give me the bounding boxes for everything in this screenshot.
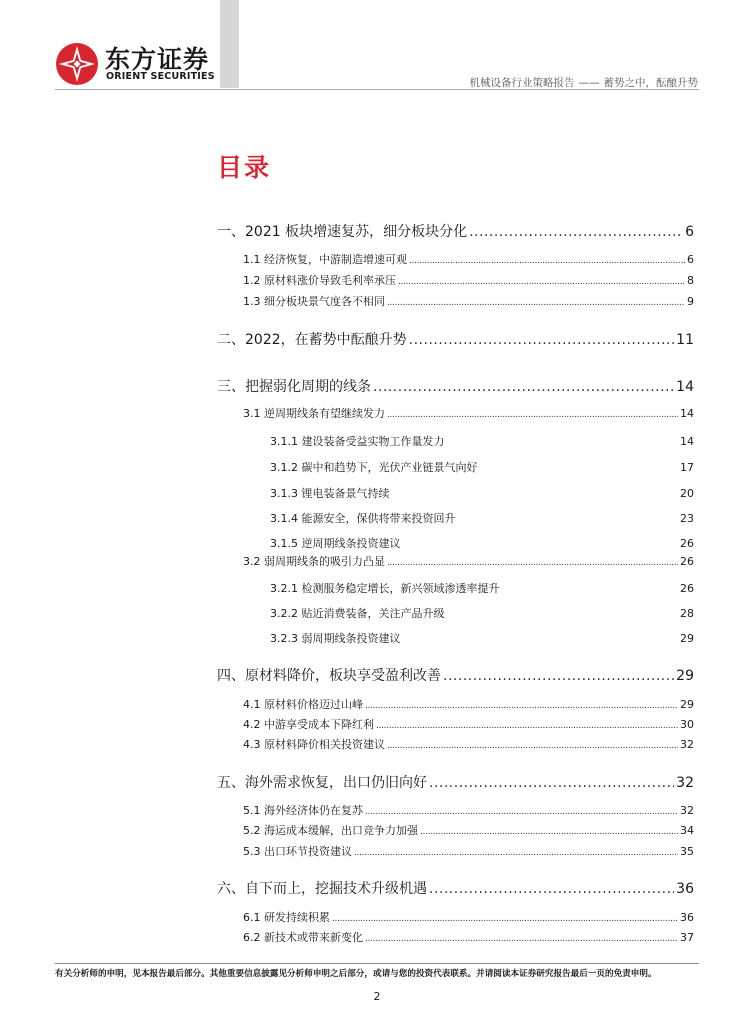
toc-entry[interactable] bbox=[243, 272, 694, 288]
toc-entry-label: 六、自下而上，挖掘技术升级机遇 bbox=[217, 881, 427, 897]
toc-entry-label: 3.1 逆周期线条有望继续发力 bbox=[243, 407, 385, 420]
toc-dot-leader bbox=[387, 558, 678, 568]
header-divider bbox=[55, 89, 699, 90]
toc-entry-label: 四、原材料降价，板块享受盈利改善 bbox=[217, 668, 441, 684]
toc-dot-leader bbox=[443, 668, 674, 684]
toc-title: 目录 bbox=[217, 153, 272, 182]
toc-entry[interactable] bbox=[270, 433, 694, 449]
toc-entry-page: 26 bbox=[680, 555, 694, 568]
toc-entry-label: 1.2 原材料涨价导致毛利率承压 bbox=[243, 274, 396, 287]
toc-entry-label: 一、2021 板块增速复苏，细分板块分化 bbox=[217, 224, 468, 240]
header-separator: —— bbox=[578, 77, 600, 89]
toc-entry-label: 二、2022，在蓄势中酝酿升势 bbox=[217, 332, 407, 348]
toc-dot-leader bbox=[365, 701, 678, 711]
toc-dot-leader bbox=[429, 775, 674, 791]
toc-entry-page: 36 bbox=[680, 911, 694, 924]
toc-entry-page: 26 bbox=[680, 582, 694, 595]
toc-entry-page: 6 bbox=[685, 224, 694, 240]
toc-entry-label: 三、把握弱化周期的线条 bbox=[217, 379, 371, 395]
toc-dot-leader bbox=[387, 741, 678, 751]
toc-entry-label: 5.2 海运成本缓解，出口竞争力加强 bbox=[243, 824, 418, 837]
toc-entry-label: 3.2.2 贴近消费装备，关注产品升级 bbox=[270, 607, 445, 620]
toc-entry-page: 29 bbox=[680, 698, 694, 711]
toc-entry-label: 3.1.5 逆周期线条投资建议 bbox=[270, 537, 401, 550]
toc-entry-page: 17 bbox=[680, 461, 694, 474]
toc-entry-page: 11 bbox=[676, 332, 694, 348]
toc-entry-label: 6.2 新技术或带来新变化 bbox=[243, 931, 363, 944]
toc-entry[interactable] bbox=[217, 329, 694, 349]
toc-entry-page: 14 bbox=[676, 379, 694, 395]
toc-entry[interactable] bbox=[217, 665, 694, 685]
toc-entry[interactable] bbox=[243, 802, 694, 818]
toc-entry-label: 1.3 细分板块景气度各不相同 bbox=[243, 295, 385, 308]
toc-entry[interactable] bbox=[270, 485, 694, 501]
toc-entry-label: 6.1 研发持续积累 bbox=[243, 911, 330, 924]
footer-divider bbox=[55, 963, 699, 964]
toc-entry-label: 3.1.2 碳中和趋势下，光伏产业链景气向好 bbox=[270, 461, 478, 474]
toc-entry[interactable] bbox=[217, 772, 694, 792]
toc-entry[interactable] bbox=[243, 696, 694, 712]
toc-entry-page: 14 bbox=[680, 435, 694, 448]
report-header bbox=[470, 75, 699, 90]
toc-entry-page: 28 bbox=[680, 607, 694, 620]
toc-entry-label: 3.2 弱周期线条的吸引力凸显 bbox=[243, 555, 385, 568]
toc-entry[interactable] bbox=[243, 909, 694, 925]
toc-entry-page: 37 bbox=[680, 931, 694, 944]
toc-dot-leader bbox=[469, 224, 683, 240]
toc-dot-leader bbox=[398, 277, 685, 287]
toc-entry[interactable] bbox=[270, 535, 694, 551]
toc-entry-page: 23 bbox=[680, 512, 694, 525]
toc-entry-page: 30 bbox=[680, 718, 694, 731]
toc-entry[interactable] bbox=[270, 580, 694, 596]
toc-entry-page: 32 bbox=[680, 804, 694, 817]
toc-entry-label: 4.2 中游享受成本下降红利 bbox=[243, 718, 374, 731]
toc-entry[interactable] bbox=[270, 510, 694, 526]
toc-entry[interactable] bbox=[270, 459, 694, 475]
toc-entry-label: 1.1 经济恢复，中游制造增速可观 bbox=[243, 253, 407, 266]
toc-entry-page: 9 bbox=[687, 295, 694, 308]
toc-entry-page: 14 bbox=[680, 407, 694, 420]
toc-entry-label: 3.1.3 锂电装备景气持续 bbox=[270, 487, 390, 500]
toc-entry-page: 34 bbox=[680, 824, 694, 837]
toc-entry-page: 26 bbox=[680, 537, 694, 550]
toc-entry[interactable] bbox=[217, 221, 694, 241]
toc-entry-page: 32 bbox=[676, 775, 694, 791]
toc-entry[interactable] bbox=[243, 553, 694, 569]
toc-dot-leader bbox=[409, 332, 675, 348]
toc-entry[interactable] bbox=[270, 605, 694, 621]
toc-dot-leader bbox=[420, 827, 678, 837]
toc-entry-label: 5.1 海外经济体仍在复苏 bbox=[243, 804, 363, 817]
report-subtitle: 蓄势之中，酝酿升势 bbox=[603, 77, 698, 89]
report-title: 机械设备行业策略报告 bbox=[469, 77, 575, 89]
toc-dot-leader bbox=[373, 379, 674, 395]
toc-entry-page: 6 bbox=[687, 253, 694, 266]
toc-dot-leader bbox=[365, 807, 678, 817]
toc-entry-label: 4.1 原材料价格迈过山峰 bbox=[243, 698, 363, 711]
orient-logo-icon bbox=[55, 42, 99, 86]
toc-entry-page: 20 bbox=[680, 487, 694, 500]
toc-dot-leader bbox=[429, 881, 674, 897]
toc-entry[interactable] bbox=[217, 376, 694, 396]
toc-entry[interactable] bbox=[243, 929, 694, 945]
toc-entry[interactable] bbox=[243, 251, 694, 267]
toc-entry[interactable] bbox=[243, 822, 694, 838]
logo-english-name: ORIENT SECURITIES bbox=[106, 71, 215, 82]
toc-dot-leader bbox=[354, 848, 678, 858]
toc-dot-leader bbox=[332, 914, 678, 924]
toc-dot-leader bbox=[376, 721, 678, 731]
toc-dot-leader bbox=[387, 410, 678, 420]
toc-entry[interactable] bbox=[243, 405, 694, 421]
toc-entry[interactable] bbox=[243, 293, 694, 309]
toc-entry-label: 3.2.1 检测服务稳定增长，新兴领域渗透率提升 bbox=[270, 582, 500, 595]
toc-entry-page: 29 bbox=[676, 668, 694, 684]
toc-entry-page: 36 bbox=[676, 881, 694, 897]
company-logo bbox=[55, 38, 215, 86]
toc-entry-label: 3.1.1 建设装备受益实物工作量发力 bbox=[270, 435, 445, 448]
toc-entry-page: 32 bbox=[680, 738, 694, 751]
toc-entry[interactable] bbox=[217, 878, 694, 898]
logo-chinese-name: 东方证券 bbox=[105, 45, 210, 74]
toc-entry[interactable] bbox=[243, 716, 694, 732]
toc-entry-page: 29 bbox=[680, 632, 694, 645]
toc-entry-label: 五、海外需求恢复，出口仍旧向好 bbox=[217, 775, 427, 791]
toc-entry-label: 4.3 原材料降价相关投资建议 bbox=[243, 738, 385, 751]
toc-entry[interactable] bbox=[243, 843, 694, 859]
page-number: 2 bbox=[373, 990, 381, 1003]
toc-entry-page: 8 bbox=[687, 274, 694, 287]
footer-disclaimer: 有关分析师的申明，见本报告最后部分。其他重要信息披露见分析师申明之后部分，或请与您的投资代表联系。并请阅读本证券研究报告最后一页的免责申明。 bbox=[55, 969, 657, 979]
toc-entry-label: 3.1.4 能源安全，保供将带来投资回升 bbox=[270, 512, 456, 525]
toc-entry[interactable] bbox=[243, 736, 694, 752]
toc-dot-leader bbox=[387, 298, 685, 308]
toc-entry-label: 3.2.3 弱周期线条投资建议 bbox=[270, 632, 401, 645]
toc-entry-label: 5.3 出口环节投资建议 bbox=[243, 845, 352, 858]
header-gray-strip bbox=[220, 0, 239, 88]
toc-dot-leader bbox=[365, 934, 678, 944]
toc-entry[interactable] bbox=[270, 630, 694, 646]
toc-entry-page: 35 bbox=[680, 845, 694, 858]
toc-dot-leader bbox=[409, 256, 685, 266]
